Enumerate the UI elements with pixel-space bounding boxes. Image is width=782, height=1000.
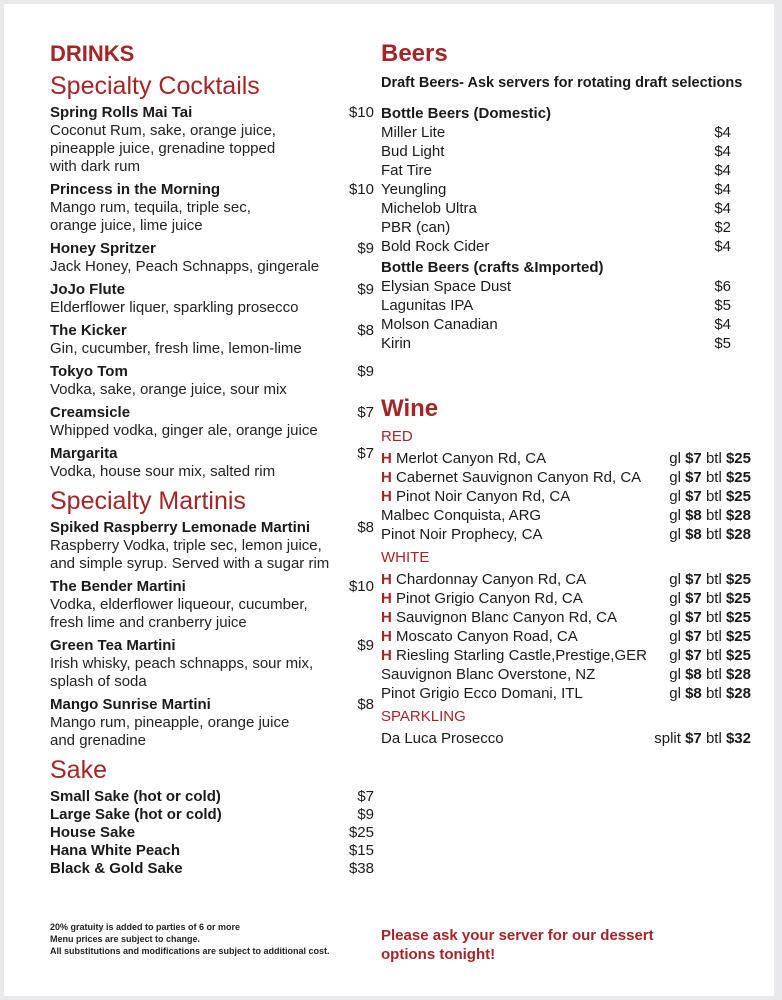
row-name: Bold Rock Cider xyxy=(381,238,490,255)
item-description: Gin, cucumber, fresh lime, lemon-lime xyxy=(50,340,302,357)
wine-price xyxy=(669,468,751,487)
item-description: and simple syrup. Served with a sugar rim xyxy=(50,555,330,572)
menu-item xyxy=(50,240,374,276)
wine-name xyxy=(381,684,583,703)
row-price: $4 xyxy=(714,200,731,217)
menu-item xyxy=(50,404,374,440)
menu-item-header xyxy=(50,519,374,537)
bottle-price: $28 xyxy=(725,507,751,524)
item-name: Mango Sunrise Martini xyxy=(50,696,211,713)
footnote-line: All substitutions and modifications are subject to additional cost. xyxy=(50,946,330,956)
row-name: Elysian Space Dust xyxy=(381,278,512,295)
menu-item xyxy=(50,578,374,632)
menu-item-header xyxy=(50,322,374,340)
item-price: $8 xyxy=(357,696,374,713)
menu-item xyxy=(50,281,374,317)
glass-price: $7 xyxy=(685,609,702,626)
glass-price: $8 xyxy=(685,507,702,524)
row-price: $9 xyxy=(357,806,374,823)
wine-label: Pinot Noir Prophecy, CA xyxy=(381,526,543,543)
wine-name xyxy=(381,589,583,608)
price-row xyxy=(381,296,751,315)
glass-label: split xyxy=(654,730,681,747)
bottle-price: $25 xyxy=(725,628,751,645)
dessert-note: Please ask your server for our dessert options tonight! xyxy=(381,927,654,963)
item-price: $9 xyxy=(357,637,374,654)
wine-name xyxy=(381,665,595,684)
price-row xyxy=(50,860,374,878)
item-description: Irish whisky, peach schnapps, sour mix, xyxy=(50,655,314,672)
row-name: Black & Gold Sake xyxy=(50,860,183,877)
house-wine-marker: H xyxy=(381,590,392,607)
wine-row xyxy=(381,608,751,627)
wine-label: Cabernet Sauvignon Canyon Rd, CA xyxy=(396,469,642,486)
glass-price: $7 xyxy=(685,488,702,505)
glass-price: $8 xyxy=(685,685,702,702)
row-price: $7 xyxy=(357,788,374,805)
price-row xyxy=(381,237,751,256)
wine-price xyxy=(669,570,751,589)
row-price: $25 xyxy=(348,824,374,841)
row-name: Small Sake (hot or cold) xyxy=(50,788,221,805)
bottle-price: $25 xyxy=(725,488,751,505)
row-name: Michelob Ultra xyxy=(381,200,477,217)
wine-name xyxy=(381,525,542,544)
item-description: splash of soda xyxy=(50,673,147,690)
wine-name xyxy=(381,487,570,506)
row-price: $5 xyxy=(714,335,731,352)
item-name: Princess in the Morning xyxy=(50,181,221,198)
item-name: Margarita xyxy=(50,445,118,462)
wine-label: Riesling Starling Castle,Prestige,GER xyxy=(396,647,647,664)
draft-note: Draft Beers- Ask servers for rotating draft selections xyxy=(381,75,743,91)
house-wine-marker: H xyxy=(381,647,392,664)
menu-item xyxy=(50,445,374,481)
item-price: $10 xyxy=(348,181,374,198)
house-wine-marker: H xyxy=(381,488,392,505)
beers-heading: Beers xyxy=(381,40,448,67)
red-wine-list xyxy=(381,449,751,544)
price-row xyxy=(50,824,374,842)
bottle-price: $25 xyxy=(725,647,751,664)
domestic-heading: Bottle Beers (Domestic) xyxy=(381,105,552,122)
item-description: Whipped vodka, ginger ale, orange juice xyxy=(50,422,318,439)
price-row xyxy=(50,842,374,860)
house-wine-marker: H xyxy=(381,571,392,588)
wine-name xyxy=(381,729,504,748)
cocktails-heading: Specialty Cocktails xyxy=(50,72,260,100)
wine-label: Pinot Grigio Ecco Domani, ITL xyxy=(381,685,583,702)
bottle-price: $25 xyxy=(725,469,751,486)
item-description: fresh lime and cranberry juice xyxy=(50,614,247,631)
glass-price: $8 xyxy=(685,526,702,543)
bottle-price: $28 xyxy=(725,526,751,543)
price-row xyxy=(50,806,374,824)
item-description: Mango rum, pineapple, orange juice xyxy=(50,714,290,731)
row-name: PBR (can) xyxy=(381,219,451,236)
white-label: WHITE xyxy=(381,549,430,566)
wine-heading: Wine xyxy=(381,395,439,422)
item-name: Spiked Raspberry Lemonade Martini xyxy=(50,519,311,536)
price-row xyxy=(381,180,751,199)
row-price: $5 xyxy=(714,297,731,314)
bottle-price: $25 xyxy=(725,609,751,626)
wine-price xyxy=(669,525,751,544)
item-price: $7 xyxy=(357,404,374,421)
item-price: $9 xyxy=(357,363,374,380)
row-price: $2 xyxy=(714,219,731,236)
footnote xyxy=(50,921,370,957)
menu-item xyxy=(50,696,374,750)
wine-price xyxy=(669,449,751,468)
sake-heading: Sake xyxy=(50,756,107,784)
menu-item xyxy=(50,363,374,399)
item-price: $8 xyxy=(357,322,374,339)
white-wine-list xyxy=(381,570,751,703)
imported-heading: Bottle Beers (crafts &Imported) xyxy=(381,259,604,276)
bottle-label: btl xyxy=(705,450,722,467)
row-name: Molson Canadian xyxy=(381,316,498,333)
menu-item-header xyxy=(50,281,374,299)
wine-label: Sauvignon Blanc Canyon Rd, CA xyxy=(396,609,617,626)
item-description: Jack Honey, Peach Schnapps, gingerale xyxy=(50,258,320,275)
wine-price xyxy=(654,729,751,748)
wine-price xyxy=(669,506,751,525)
wine-label: Merlot Canyon Rd, CA xyxy=(396,450,547,467)
wine-label: Da Luca Prosecco xyxy=(381,730,504,747)
footnote-line: 20% gratuity is added to parties of 6 or more xyxy=(50,922,241,932)
item-description: Coconut Rum, sake, orange juice, xyxy=(50,122,276,139)
wine-price xyxy=(669,608,751,627)
item-description: pineapple juice, grenadine topped xyxy=(50,140,276,157)
house-wine-marker: H xyxy=(381,628,392,645)
item-name: The Kicker xyxy=(50,322,127,339)
imported-list xyxy=(381,277,751,353)
row-price: $4 xyxy=(714,143,731,160)
glass-price: $7 xyxy=(685,730,702,747)
wine-row xyxy=(381,589,751,608)
item-name: Tokyo Tom xyxy=(50,363,128,380)
item-price: $7 xyxy=(357,445,374,462)
wine-price xyxy=(669,684,751,703)
menu-item-header xyxy=(50,696,374,714)
wine-label: Sauvignon Blanc Overstone, NZ xyxy=(381,666,596,683)
row-name: Miller Lite xyxy=(381,124,446,141)
row-price: $4 xyxy=(714,124,731,141)
row-name: Kirin xyxy=(381,335,412,352)
glass-price: $7 xyxy=(685,590,702,607)
wine-row xyxy=(381,646,751,665)
glass-price: $7 xyxy=(685,469,702,486)
menu-item xyxy=(50,519,374,573)
item-name: JoJo Flute xyxy=(50,281,126,298)
item-name: Green Tea Martini xyxy=(50,637,176,654)
item-description: with dark rum xyxy=(50,158,141,175)
menu-item-header xyxy=(50,445,374,463)
bottle-label: btl xyxy=(705,685,722,702)
bottle-label: btl xyxy=(705,488,722,505)
house-wine-marker: H xyxy=(381,450,392,467)
wine-name xyxy=(381,627,578,646)
item-description: Vodka, house sour mix, salted rim xyxy=(50,463,276,480)
bottle-label: btl xyxy=(705,628,722,645)
item-name: Spring Rolls Mai Tai xyxy=(50,104,193,121)
row-price: $38 xyxy=(348,860,374,877)
house-wine-marker: H xyxy=(381,609,392,626)
menu-item xyxy=(50,322,374,358)
menu-item xyxy=(50,637,374,691)
item-price: $10 xyxy=(348,104,374,121)
wine-name xyxy=(381,570,586,589)
bottle-label: btl xyxy=(705,590,722,607)
glass-price: $7 xyxy=(685,450,702,467)
row-name: Large Sake (hot or cold) xyxy=(50,806,222,823)
wine-name xyxy=(381,449,546,468)
beers-wine-column xyxy=(381,40,751,748)
glass-label: gl xyxy=(669,628,681,645)
menu-item-header xyxy=(50,240,374,258)
wine-row xyxy=(381,684,751,703)
domestic-list xyxy=(381,123,751,256)
wine-row xyxy=(381,487,751,506)
bottle-label: btl xyxy=(705,507,722,524)
price-row xyxy=(381,161,751,180)
item-price: $9 xyxy=(357,240,374,257)
price-row xyxy=(381,334,751,353)
item-price: $8 xyxy=(357,519,374,536)
row-name: Bud Light xyxy=(381,143,445,160)
wine-label: Chardonnay Canyon Rd, CA xyxy=(396,571,587,588)
wine-row xyxy=(381,506,751,525)
glass-label: gl xyxy=(669,571,681,588)
bottle-price: $32 xyxy=(725,730,751,747)
bottle-label: btl xyxy=(705,571,722,588)
sparkling-wine-list xyxy=(381,729,751,748)
wine-label: Malbec Conquista, ARG xyxy=(381,507,542,524)
item-price: $10 xyxy=(348,578,374,595)
glass-label: gl xyxy=(669,609,681,626)
wine-price xyxy=(669,627,751,646)
price-row xyxy=(381,199,751,218)
menu-item xyxy=(50,181,374,235)
item-price: $9 xyxy=(357,281,374,298)
item-description: Mango rum, tequila, triple sec, xyxy=(50,199,251,216)
martinis-heading: Specialty Martinis xyxy=(50,487,246,515)
glass-label: gl xyxy=(669,469,681,486)
glass-label: gl xyxy=(669,666,681,683)
wine-name xyxy=(381,646,647,665)
glass-label: gl xyxy=(669,450,681,467)
row-price: $6 xyxy=(714,278,731,295)
price-row xyxy=(381,315,751,334)
menu-item-header xyxy=(50,181,374,199)
menu-item-header xyxy=(50,578,374,596)
wine-label: Pinot Noir Canyon Rd, CA xyxy=(396,488,571,505)
item-description: Raspberry Vodka, triple sec, lemon juice, xyxy=(50,537,322,554)
glass-price: $7 xyxy=(685,647,702,664)
wine-price xyxy=(669,487,751,506)
item-name: Honey Spritzer xyxy=(50,240,156,257)
item-description: Elderflower liquer, sparkling prosecco xyxy=(50,299,299,316)
item-description: orange juice, lime juice xyxy=(50,217,203,234)
bottle-price: $25 xyxy=(725,450,751,467)
menu-item-header xyxy=(50,637,374,655)
item-description: Vodka, sake, orange juice, sour mix xyxy=(50,381,287,398)
row-name: Hana White Peach xyxy=(50,842,181,859)
red-label: RED xyxy=(381,428,413,445)
wine-name xyxy=(381,506,541,525)
row-price: $4 xyxy=(714,162,731,179)
menu-item-header xyxy=(50,404,374,422)
bottle-label: btl xyxy=(705,526,722,543)
bottle-label: btl xyxy=(705,469,722,486)
price-row xyxy=(381,123,751,142)
bottle-price: $25 xyxy=(725,590,751,607)
wine-label: Moscato Canyon Road, CA xyxy=(396,628,578,645)
wine-name xyxy=(381,468,641,487)
glass-label: gl xyxy=(669,685,681,702)
menu-item-header xyxy=(50,363,374,381)
row-price: $4 xyxy=(714,316,731,333)
wine-row xyxy=(381,665,751,684)
wine-label: Pinot Grigio Canyon Rd, CA xyxy=(396,590,583,607)
sake-list xyxy=(50,788,374,878)
glass-price: $7 xyxy=(685,571,702,588)
house-wine-marker: H xyxy=(381,469,392,486)
item-name: Creamsicle xyxy=(50,404,131,421)
glass-label: gl xyxy=(669,647,681,664)
row-price: $4 xyxy=(714,238,731,255)
glass-price: $8 xyxy=(685,666,702,683)
wine-row xyxy=(381,449,751,468)
menu-page xyxy=(4,4,774,996)
bottle-label: btl xyxy=(705,666,722,683)
sparkling-label: SPARKLING xyxy=(381,708,466,725)
footnote-line: Menu prices are subject to change. xyxy=(50,934,201,944)
wine-row xyxy=(381,468,751,487)
price-row xyxy=(381,277,751,296)
row-price: $4 xyxy=(714,181,731,198)
wine-price xyxy=(669,665,751,684)
glass-label: gl xyxy=(669,526,681,543)
bottle-label: btl xyxy=(705,647,722,664)
wine-name xyxy=(381,608,617,627)
glass-label: gl xyxy=(669,488,681,505)
drinks-column xyxy=(50,40,374,878)
wine-price xyxy=(669,589,751,608)
menu-item xyxy=(50,104,374,176)
glass-label: gl xyxy=(669,590,681,607)
bottle-price: $28 xyxy=(725,666,751,683)
martinis-list xyxy=(50,519,374,750)
row-price: $15 xyxy=(348,842,374,859)
row-name: House Sake xyxy=(50,824,136,841)
bottle-price: $25 xyxy=(725,571,751,588)
glass-label: gl xyxy=(669,507,681,524)
row-name: Lagunitas IPA xyxy=(381,297,474,314)
price-row xyxy=(381,218,751,237)
row-name: Yeungling xyxy=(381,181,447,198)
cocktails-list xyxy=(50,104,374,481)
wine-row xyxy=(381,570,751,589)
bottle-price: $28 xyxy=(725,685,751,702)
wine-row xyxy=(381,729,751,748)
wine-price xyxy=(669,646,751,665)
bottle-label: btl xyxy=(705,609,722,626)
wine-row xyxy=(381,525,751,544)
bottle-label: btl xyxy=(705,730,722,747)
glass-price: $7 xyxy=(685,628,702,645)
item-name: The Bender Martini xyxy=(50,578,186,595)
price-row xyxy=(50,788,374,806)
wine-row xyxy=(381,627,751,646)
item-description: and grenadine xyxy=(50,732,146,749)
price-row xyxy=(381,142,751,161)
drinks-title: DRINKS xyxy=(50,41,135,66)
row-name: Fat Tire xyxy=(381,162,432,179)
item-description: Vodka, elderflower liqueour, cucumber, xyxy=(50,596,308,613)
menu-item-header xyxy=(50,104,374,122)
